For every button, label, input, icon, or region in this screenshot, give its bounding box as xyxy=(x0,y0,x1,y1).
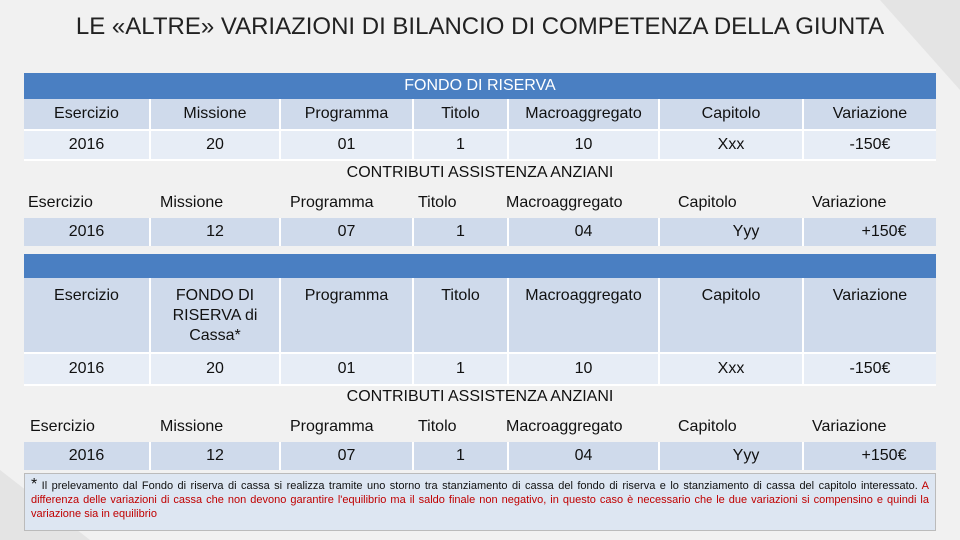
header-cell: Macroaggregato xyxy=(506,418,623,435)
contributi-anziani-table xyxy=(24,188,936,246)
table-cell: 07 xyxy=(281,218,414,246)
table-cell: 2016 xyxy=(24,442,151,470)
table-header-row xyxy=(24,188,936,218)
header-cell: Esercizio xyxy=(24,99,151,129)
table-cell: 2016 xyxy=(24,354,151,384)
table-band-title xyxy=(24,254,936,278)
section-title: CONTRIBUTI ASSISTENZA ANZIANI xyxy=(346,164,614,181)
header-cell: Esercizio xyxy=(30,418,95,435)
footnote-highlight: A differenza delle variazioni di cassa che non devono garantire l'equilibrio ma il saldo finale non negativo, in questo caso è necessario che le due variazioni si compensino e quindi la variazione sia in equilibrio xyxy=(31,480,929,520)
table-cell: 12 xyxy=(151,218,281,246)
table-header-row xyxy=(24,99,936,131)
header-cell: Esercizio xyxy=(28,194,93,211)
table-cell: 20 xyxy=(151,354,281,384)
table-cell: Yyy xyxy=(660,218,804,246)
header-cell: Programma xyxy=(290,418,374,435)
footnote xyxy=(24,473,936,531)
header-cell: Titolo xyxy=(418,418,457,435)
header-cell: Macroaggregato xyxy=(506,194,623,211)
header-cell: Macroaggregato xyxy=(509,278,660,352)
header-cell: Variazione xyxy=(812,418,887,435)
section-title: CONTRIBUTI ASSISTENZA ANZIANI xyxy=(346,388,614,405)
table-cell: 01 xyxy=(281,354,414,384)
header-cell: Titolo xyxy=(414,99,509,129)
table-row xyxy=(24,354,936,386)
table-cell: 2016 xyxy=(24,131,151,159)
table-cell: Xxx xyxy=(660,354,804,384)
header-cell: Missione xyxy=(151,99,281,129)
fondo-riserva-table xyxy=(24,73,936,161)
header-cell: Variazione xyxy=(832,105,908,122)
table-cell: -150€ xyxy=(849,136,891,153)
table-header-row xyxy=(24,278,936,354)
table-cell: 01 xyxy=(281,131,414,159)
table-cell: 1 xyxy=(414,354,509,384)
header-cell: Missione xyxy=(160,418,224,435)
header-cell: Programma xyxy=(290,194,374,211)
table-cell: 12 xyxy=(151,442,281,470)
table-cell: +150€ xyxy=(861,223,907,240)
footnote-asterisk: * xyxy=(31,476,38,493)
table-cell: 20 xyxy=(151,131,281,159)
header-cell: Capitolo xyxy=(660,278,804,352)
table-row xyxy=(24,131,936,161)
table-cell: 04 xyxy=(509,442,660,470)
table-cell: +150€ xyxy=(861,447,907,464)
header-cell: FONDO DI RISERVA di Cassa* xyxy=(151,278,281,352)
table-cell: 04 xyxy=(509,218,660,246)
table-cell: 1 xyxy=(414,442,509,470)
header-cell: Capitolo xyxy=(660,99,804,129)
table-band-title: FONDO DI RISERVA xyxy=(24,73,936,99)
table-cell: 1 xyxy=(414,131,509,159)
header-cell: Macroaggregato xyxy=(509,99,660,129)
table-cell: 07 xyxy=(281,442,414,470)
header-cell: Variazione xyxy=(812,194,887,211)
header-cell: Programma xyxy=(281,278,414,352)
table-cell: 10 xyxy=(509,354,660,384)
header-cell: Titolo xyxy=(418,194,457,211)
header-cell: Missione xyxy=(160,194,224,211)
table-row xyxy=(24,442,936,470)
table-header-row xyxy=(24,412,936,442)
table-row xyxy=(24,218,936,246)
table-cell: Yyy xyxy=(660,442,804,470)
header-cell: Variazione xyxy=(832,287,908,304)
fondo-riserva-cassa-table xyxy=(24,254,936,386)
table-cell: -150€ xyxy=(849,360,891,377)
table-cell: Xxx xyxy=(660,131,804,159)
footnote-text: Il prelevamento dal Fondo di riserva di cassa si realizza tramite uno storno tra stanziamento di cassa del fondo di riserva e lo stanziamento di cassa del capitolo interessato. xyxy=(37,480,918,492)
header-cell: Programma xyxy=(281,99,414,129)
contributi-anziani-table-2 xyxy=(24,412,936,470)
table-cell: 10 xyxy=(509,131,660,159)
table-cell: 1 xyxy=(414,218,509,246)
header-cell: Titolo xyxy=(414,278,509,352)
table-cell: 2016 xyxy=(24,218,151,246)
header-cell: Capitolo xyxy=(678,418,737,435)
header-cell: Esercizio xyxy=(24,278,151,352)
page-title: LE «ALTRE» VARIAZIONI DI BILANCIO DI COMPETENZA DELLA GIUNTA xyxy=(75,13,885,40)
header-cell: Capitolo xyxy=(678,194,737,211)
